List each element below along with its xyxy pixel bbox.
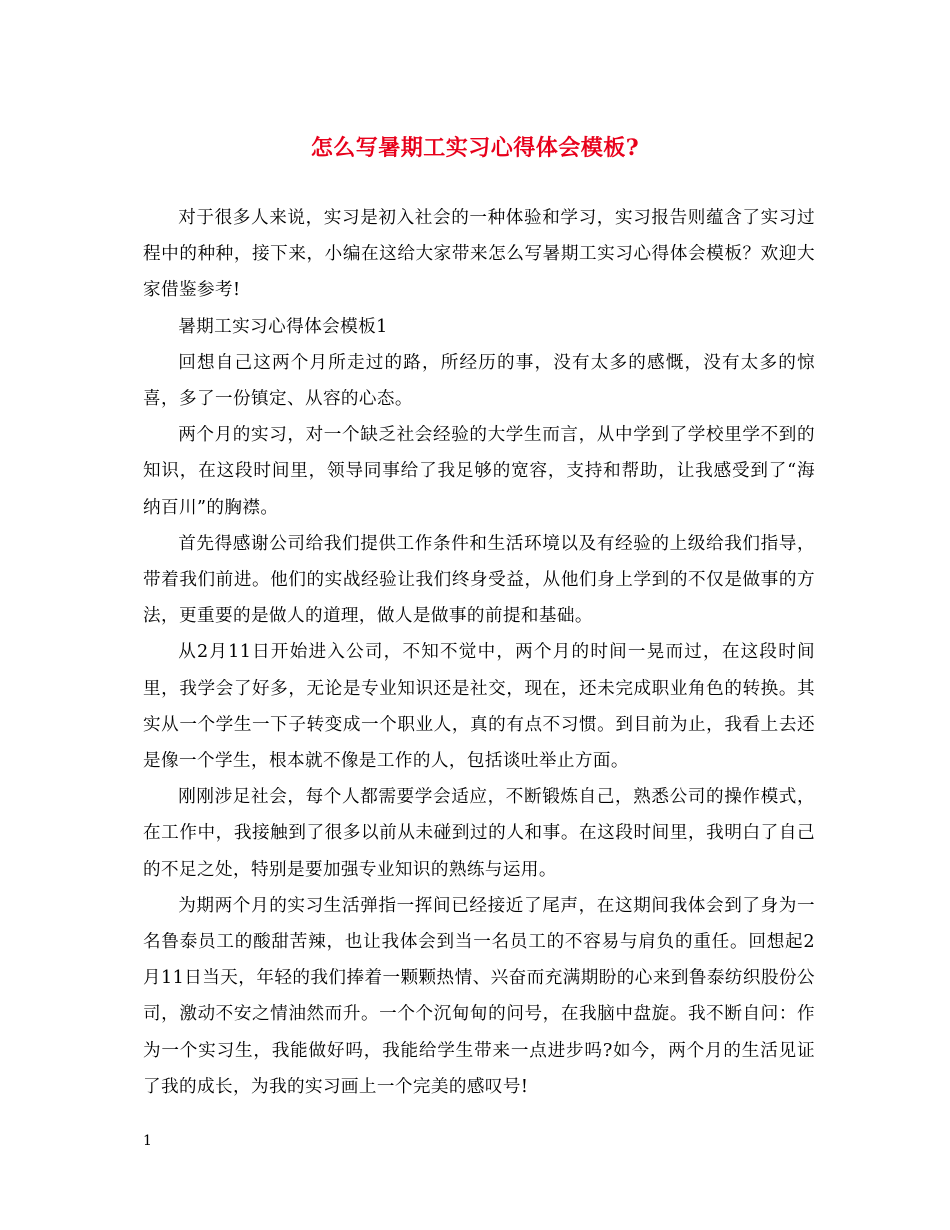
- page-number: 1: [143, 1133, 152, 1149]
- paragraph: 首先得感谢公司给我们提供工作条件和生活环境以及有经验的上级给我们指导，带着我们前进。他们的实战经验让我们终身受益，从他们身上学到的不仅是做事的方法，更重要的是做人的道理，做人是做事的前提和基础。: [143, 533, 815, 627]
- paragraph: 两个月的实习，对一个缺乏社会经验的大学生而言，从中学到了学校里学不到的知识，在这段时间里，领导同事给了我足够的宽容，支持和帮助，让我感受到了“海纳百川”的胸襟。: [143, 425, 815, 518]
- document-body: [143, 200, 815, 1105]
- paragraph: 回想自己这两个月所走过的路，所经历的事，没有太多的感慨，没有太多的惊喜，多了一份镇定、从容的心态。: [143, 352, 815, 410]
- document-title: 怎么写暑期工实习心得体会模板?: [310, 135, 640, 161]
- paragraph: 刚刚涉足社会，每个人都需要学会适应，不断锻炼自己，熟悉公司的操作模式，在工作中，我接触到了很多以前从未碰到过的人和事。在这段时间里，我明白了自己的不足之处，特别是要加强专业知识的熟练与运用。: [143, 787, 815, 880]
- paragraph: 为期两个月的实习生活弹指一挥间已经接近了尾声，在这期间我体会到了身为一名鲁泰员工的酸甜苦辣，也让我体会到当一名员工的不容易与肩负的重任。回想起2月11日当天，年轻的我们捧着一颗颗热情、兴奋而充满期盼的心来到鲁泰纺织股份公司，激动不安之情油然而升。一个个沉甸甸的问号，在我脑中盘旋。我不断自问：作为一个实习生，我能做好吗，我能给学生带来一点进步吗?如今，两个月的生活见证了我的成长，为我的实习画上一个完美的感叹号!: [143, 895, 815, 1097]
- paragraph-intro: 对于很多人来说，实习是初入社会的一种体验和学习，实习报告则蕴含了实习过程中的种种，接下来，小编在这给大家带来怎么写暑期工实习心得体会模板？欢迎大家借鉴参考!: [143, 208, 815, 301]
- paragraph: 从2月11日开始进入公司，不知不觉中，两个月的时间一晃而过，在这段时间里，我学会了好多，无论是专业知识还是社交，现在，还未完成职业角色的转换。其实从一个学生一下子转变成一个职业人，真的有点不习惯。到目前为止，我看上去还是像一个学生，根本就不像是工作的人，包括谈吐举止方面。: [143, 642, 815, 772]
- section-heading: 暑期工实习心得体会模板1: [178, 316, 388, 337]
